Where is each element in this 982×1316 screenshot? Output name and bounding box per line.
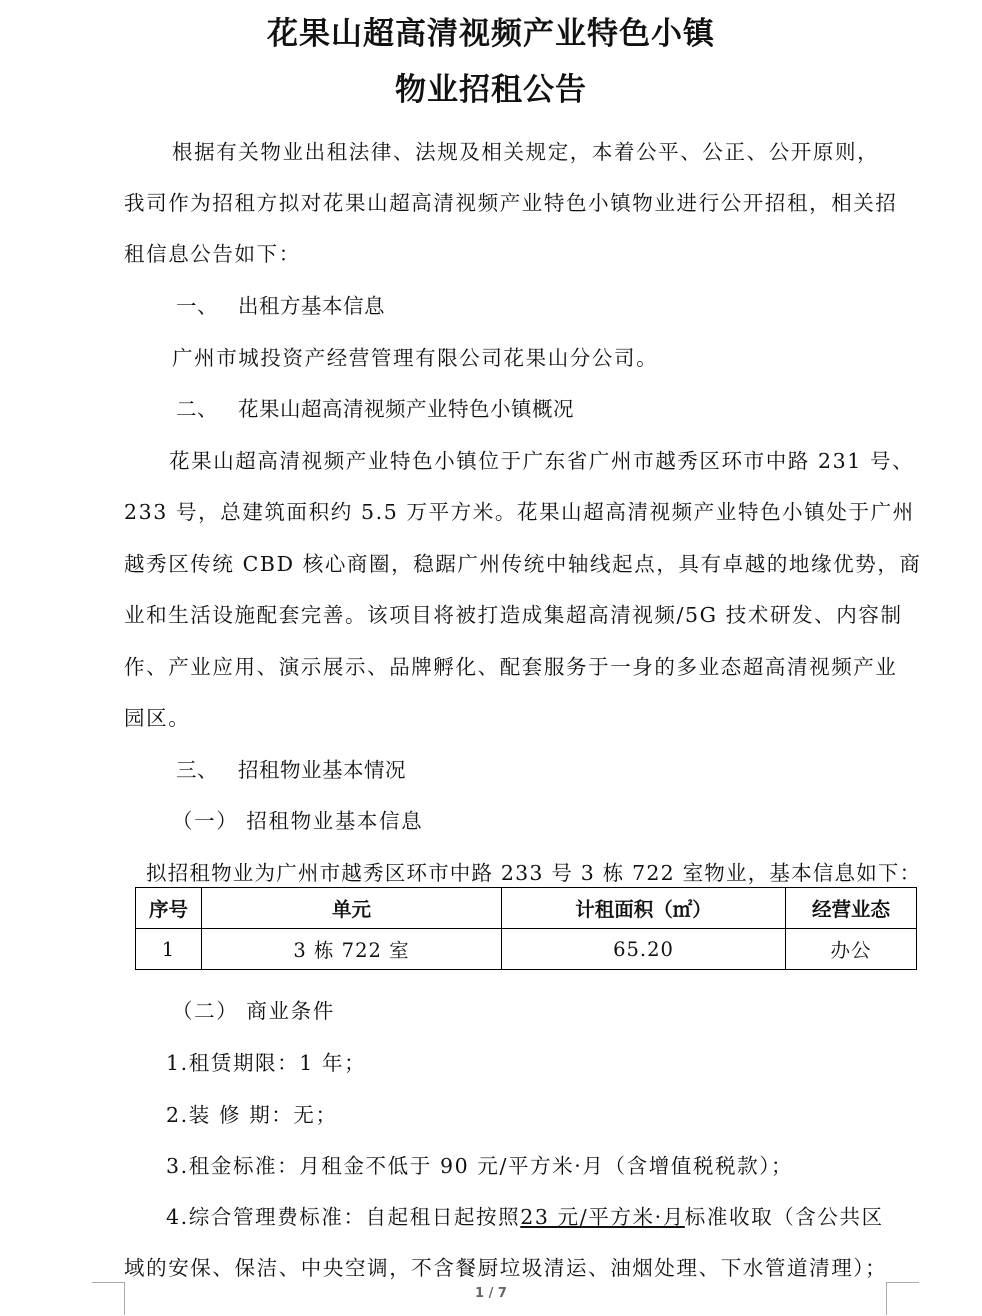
section1-text: 广州市城投资产经营管理有限公司花果山分公司。 <box>172 346 659 370</box>
section2-line: 越秀区传统 CBD 核心商圈，稳踞广州传统中轴线起点，具有卓越的地缘优势，商 <box>124 552 922 576</box>
page-title-line1: 花果山超高清视频产业特色小镇 <box>267 16 715 52</box>
cell-index: 1 <box>136 929 202 970</box>
section2-line: 业和生活设施配套完善。该项目将被打造成集超高清视频/5G 技术研发、内容制 <box>124 603 903 627</box>
term-management-fee-line2: 域的安保、保洁、中央空调，不含餐厨垃圾清运、油烟处理、下水管道清理）； <box>124 1256 888 1280</box>
section2-line: 花果山超高清视频产业特色小镇位于广东省广州市越秀区环市中路 231 号、 <box>169 449 915 473</box>
section2-title: 花果山超高清视频产业特色小镇概况 <box>238 397 574 421</box>
term-lease-period: 1.租赁期限：1 年； <box>166 1051 367 1075</box>
header-business-type: 经营业态 <box>786 888 917 929</box>
header-area: 计租面积（㎡） <box>502 888 786 929</box>
section3-title: 招租物业基本情况 <box>238 758 406 782</box>
section2-line: 233 号，总建筑面积约 5.5 万平方米。花果山超高清视频产业特色小镇处于广州 <box>124 500 915 524</box>
term-management-fee-pre: 4.综合管理费标准：自起租日起按照 <box>166 1205 521 1229</box>
property-table <box>135 887 917 970</box>
section3-heading <box>176 753 406 783</box>
section1-heading <box>176 289 385 319</box>
table-header-row <box>136 888 917 929</box>
section2-number: 二、 <box>176 397 218 421</box>
subsection1-heading: （一） 招租物业基本信息 <box>172 809 424 833</box>
subsection2-heading: （二） 商业条件 <box>172 999 335 1023</box>
subsection1-intro: 拟招租物业为广州市越秀区环市中路 233 号 3 栋 722 室物业，基本信息如下： <box>146 861 922 885</box>
cell-business-type: 办公 <box>786 929 917 970</box>
cell-area: 65.20 <box>502 929 786 970</box>
intro-line1: 根据有关物业出租法律、法规及相关规定，本着公平、公正、公开原则， <box>172 140 880 164</box>
section1-title: 出租方基本信息 <box>238 294 385 318</box>
term-management-fee <box>166 1200 884 1230</box>
section2-heading <box>176 392 574 422</box>
intro-line3: 租信息公告如下： <box>124 242 301 266</box>
term-rent-standard: 3.租金标准：月租金不低于 90 元/平方米·月（含增值税税款）； <box>166 1154 794 1178</box>
term-management-fee-rate: 23 元/平方米·月 <box>520 1205 685 1229</box>
section2-line: 作、产业应用、演示展示、品牌孵化、配套服务于一身的多业态超高清视频产业 <box>124 655 898 679</box>
section1-number: 一、 <box>176 294 218 318</box>
header-unit: 单元 <box>202 888 502 929</box>
header-index: 序号 <box>136 888 202 929</box>
term-management-fee-post: 标准收取（含公共区 <box>684 1205 884 1229</box>
intro-line2: 我司作为招租方拟对花果山超高清视频产业特色小镇物业进行公开招租，相关招 <box>124 191 898 215</box>
section2-line: 园区。 <box>124 706 191 730</box>
table-row <box>136 929 917 970</box>
cell-unit: 3 栋 722 室 <box>202 929 502 970</box>
term-renovation-period: 2.装 修 期：无； <box>166 1103 338 1127</box>
section3-number: 三、 <box>176 758 218 782</box>
page-number: 1 / 7 <box>475 1286 507 1301</box>
page-title-line2: 物业招租公告 <box>395 72 587 108</box>
